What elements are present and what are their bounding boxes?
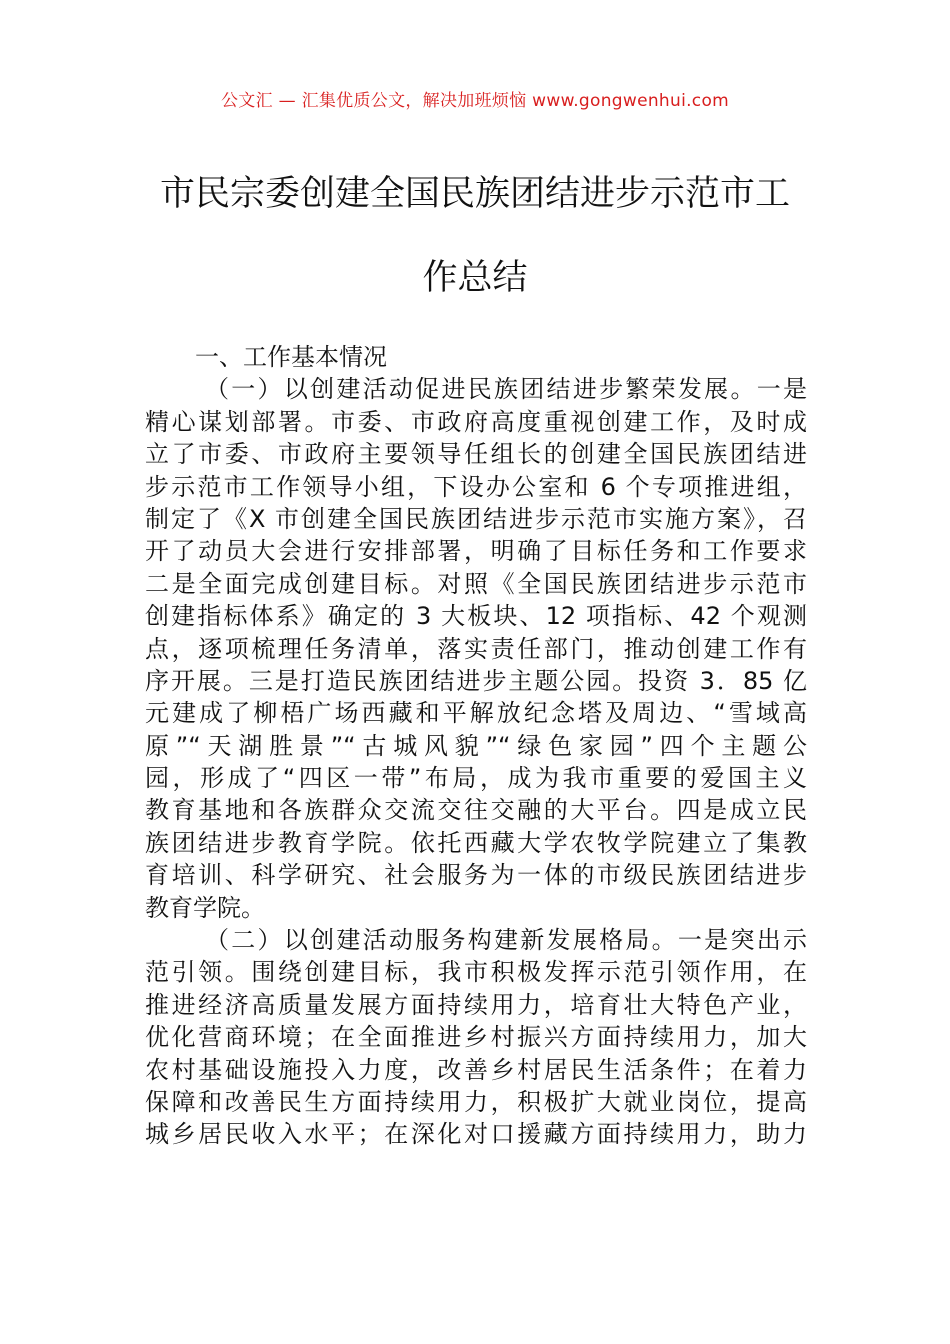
section-heading: 一、工作基本情况 [195,343,387,371]
paragraph-line: 序开展。三是打造民族团结进步主题公园。投资 3．85 亿 [145,666,807,695]
paragraph-line: 教育学院。 [145,893,265,922]
paragraph-line: 族团结进步教育学院。依托西藏大学农牧学院建立了集教 [145,828,807,857]
paragraph-line: 立了市委、市政府主要领导任组长的创建全国民族团结进 [145,440,807,469]
paragraph-line: 二是全面完成创建目标。对照《全国民族团结进步示范市 [145,569,807,598]
paragraph-line: 农村基础设施投入力度，改善乡村居民生活条件；在着力 [145,1055,807,1084]
paragraph-line: 精心谋划部署。市委、市政府高度重视创建工作，及时成 [145,407,807,436]
document-body [145,341,807,1151]
header-banner: 公文汇 — 汇集优质公文，解决加班烦恼 www.gongwenhui.com [220,91,730,111]
paragraph-line: 元建成了柳梧广场西藏和平解放纪念塔及周边、“雪域高 [145,699,807,728]
document-title [120,152,830,320]
paragraph-line: 育培训、科学研究、社会服务为一体的市级民族团结进步 [145,861,807,890]
paragraph-line: （二）以创建活动服务构建新发展格局。一是突出示 [205,926,807,955]
paragraph-line: 制定了《X 市创建全国民族团结进步示范市实施方案》，召 [145,504,807,533]
paragraph-line: 创建指标体系》确定的 3 大板块、12 项指标、42 个观测 [145,602,807,631]
paragraph-line: 城乡居民收入水平；在深化对口援藏方面持续用力，助力 [145,1120,807,1149]
paragraph-line: （一）以创建活动促进民族团结进步繁荣发展。一是 [205,375,807,404]
paragraph-line: 园，形成了“四区一带”布局，成为我市重要的爱国主义 [145,764,807,793]
paragraph-line: 开了动员大会进行安排部署，明确了目标任务和工作要求 [145,537,807,566]
paragraph-line: 优化营商环境；在全面推进乡村振兴方面持续用力，加大 [145,1023,807,1052]
paragraph-line: 保障和改善民生方面持续用力，积极扩大就业岗位，提高 [145,1087,807,1116]
title-line-1: 市民宗委创建全国民族团结进步示范市工 [159,174,790,214]
paragraph-line: 教育基地和各族群众交流交往交融的大平台。四是成立民 [145,796,807,825]
paragraph-line: 范引领。围绕创建目标，我市积极发挥示范引领作用，在 [145,958,807,987]
paragraph-line: 步示范市工作领导小组，下设办公室和 6 个专项推进组， [145,472,807,501]
paragraph-line: 原”“天湖胜景”“古城风貌”“绿色家园”四个主题公 [145,731,807,760]
title-line-2: 作总结 [422,258,528,298]
paragraph-line: 点，逐项梳理任务清单，落实责任部门，推动创建工作有 [145,634,807,663]
paragraph-line: 推进经济高质量发展方面持续用力，培育壮大特色产业， [145,990,807,1019]
